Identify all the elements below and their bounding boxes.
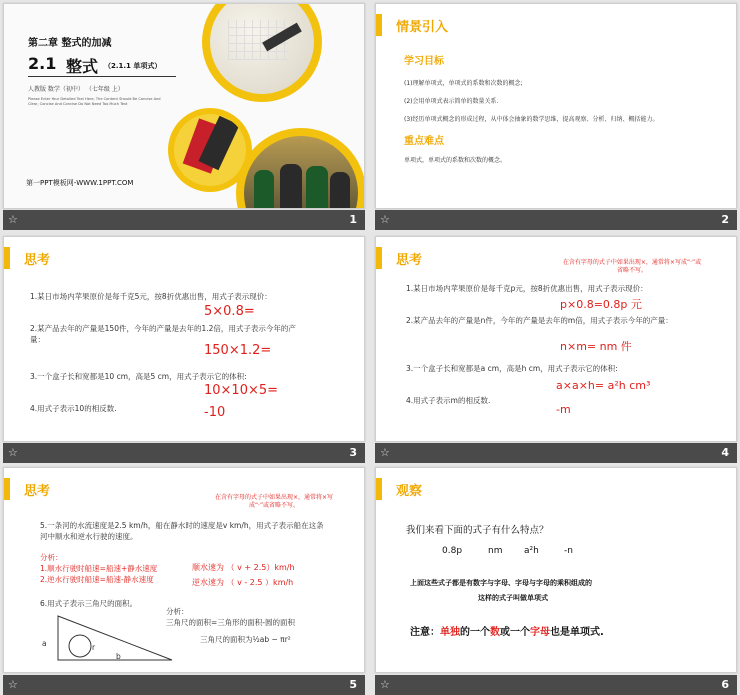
analysis-label: 分析： [40, 553, 63, 562]
triangle-shape [58, 616, 172, 660]
label-a: a [42, 639, 47, 648]
accent-bar [376, 478, 382, 500]
pens-photo [174, 114, 246, 186]
question-5: 5.一条河的水流速度是2.5 km/h，船在静水时的速度是v km/h，用式子表示船在这条河中顺水和逆水行驶的速度。 [40, 521, 324, 542]
lesson-title: 整式 [66, 57, 99, 76]
slide-number: 1 [349, 213, 357, 226]
slide-5-footer [3, 675, 365, 695]
accent-bar [376, 14, 382, 36]
red-note: 在含有字母的式子中如果出现×，通常将×写成“·”或省略不写。 [562, 259, 702, 274]
goal-item: (3)经历单项式概念的形成过程，从中体会抽象的数学思维，提高观察、分析、归纳、概括能力。 [404, 116, 659, 123]
note-word-number: 数 [490, 627, 500, 638]
slide-1-footer [3, 210, 365, 230]
inner-circle [69, 635, 91, 657]
lesson-subtitle: （2.1.1 单项式） [104, 62, 162, 70]
question-4: 4.用式子表示m的相反数. [406, 396, 491, 405]
statement-1: 上面这些式子都是有数字与字母、字母与字母的乘积组成的 [410, 579, 592, 587]
question-1: 1.某日市场内苹果原价是每千克p元，按8折优惠出售，用式子表示现价： [406, 284, 648, 293]
question-4: 4.用式子表示10的相反数. [30, 404, 117, 413]
star-icon[interactable]: ☆ [8, 446, 18, 459]
answer-1: p×0.8=0.8p 元 [560, 298, 642, 311]
slide-number: 3 [349, 446, 357, 459]
expression: -n [564, 546, 573, 556]
accent-bar [4, 247, 10, 269]
answer-downstream: 顺水速为 （ v + 2.5）km/h [192, 563, 295, 572]
answer-3: a×a×h= a²h cm³ [556, 379, 651, 392]
slide-number: 6 [721, 678, 729, 691]
expression: a²h [524, 546, 539, 556]
question-3: 3.一个盒子长和宽都是a cm，高是h cm，用式子表示它的体积: [406, 364, 618, 373]
star-icon[interactable]: ☆ [380, 213, 390, 226]
analysis-1: 1.顺水行驶时船速=船速+静水速度 [40, 564, 158, 573]
analysis2-label: 分析： [166, 607, 189, 616]
statement-2: 这样的式子叫做单项式 [478, 594, 548, 602]
slide-title: 观察 [396, 484, 423, 499]
area-formula: 三角尺的面积为½ab − πr² [200, 635, 291, 644]
question-6: 6.用式子表示三角尺的面积。 [40, 599, 138, 608]
slide-number: 5 [349, 678, 357, 691]
star-icon[interactable]: ☆ [8, 213, 18, 226]
answer-4: -m [556, 403, 571, 416]
slide-6-footer [375, 675, 737, 695]
star-icon[interactable]: ☆ [8, 678, 18, 691]
slide-1-thumbnail[interactable] [3, 3, 365, 209]
answer-upstream: 逆水速为 （ v - 2.5 ）km/h [192, 578, 294, 587]
key-text: 单项式，单项式的系数和次数的概念。 [404, 157, 507, 164]
accent-bar [4, 478, 10, 500]
title-divider [28, 76, 176, 77]
expression: nm [488, 546, 503, 556]
question-3: 3.一个盒子长和宽都是10 cm，高是5 cm，用式子表示它的体积: [30, 372, 247, 381]
red-note: 在含有字母的式子中如果出现×，通常将×写成“·”或省略不写。 [214, 494, 334, 509]
footer-site: 第一PPT模板网-WWW.1PPT.COM [26, 179, 134, 187]
note-mid-2: 或一个 [500, 627, 530, 638]
observe-question: 我们来看下面的式子有什么特点？ [406, 525, 549, 536]
key-heading: 重点难点 [404, 136, 444, 147]
slide-title: 思考 [24, 253, 51, 268]
slide-6-thumbnail[interactable] [375, 467, 737, 673]
answer-2: 150×1.2= [204, 343, 272, 358]
chapter-title: 第二章 整式的加减 [28, 38, 112, 49]
question-2: 2.某产品去年的产量是150件，今年的产量是去年的1.2倍，用式子表示今年的产量： [30, 324, 296, 345]
question-1: 1.某日市场内苹果原价是每千克5元，按8折优惠出售，用式子表示现价： [30, 292, 272, 301]
slide-title: 思考 [396, 253, 423, 268]
slide-title: 思考 [24, 484, 51, 499]
label-r: r [92, 643, 96, 652]
triangle-ruler-diagram [36, 612, 176, 664]
note-line [410, 623, 604, 638]
slide-5-thumbnail[interactable] [3, 467, 365, 673]
slide-2-footer [375, 210, 737, 230]
note-word-letter: 字母 [530, 627, 550, 638]
note-word-alone: 单独 [440, 627, 460, 638]
english-placeholder: Please Enter Your Detailed Text Here, The Content Should Be Concise And Clear, Concise And Concise Do Not Need Too Much Text [28, 97, 161, 107]
answer-3: 10×10×5= [204, 383, 279, 398]
answer-2: n×m= nm 件 [560, 340, 632, 353]
goals-heading: 学习目标 [404, 56, 444, 67]
note-prefix: 注意： [410, 627, 440, 638]
slide-3-thumbnail[interactable] [3, 236, 365, 442]
star-icon[interactable]: ☆ [380, 446, 390, 459]
analysis2-text: 三角尺的面积=三角形的面积-圆的面积 [166, 618, 295, 627]
meta-line: 人教版 数学（初中） （七年级 上） [28, 86, 124, 93]
slide-4-thumbnail[interactable] [375, 236, 737, 442]
slide-4-footer [375, 443, 737, 463]
slide-3-footer [3, 443, 365, 463]
answer-4: -10 [204, 405, 226, 420]
label-b: b [116, 652, 121, 661]
slide-number: 4 [721, 446, 729, 459]
analysis-2: 2.逆水行驶时船速=船速-静水速度 [40, 575, 154, 584]
answer-1: 5×0.8= [204, 304, 255, 319]
goal-item: (2)会用单项式表示简单的数量关系. [404, 98, 499, 105]
slide-number: 2 [721, 213, 729, 226]
note-end: 也是单项式. [550, 627, 604, 638]
note-mid-1: 的一个 [460, 627, 490, 638]
accent-bar [376, 247, 382, 269]
goal-item: (1)理解单项式，单项式的系数和次数的概念; [404, 80, 523, 87]
lesson-number: 2.1 [28, 54, 57, 73]
star-icon[interactable]: ☆ [380, 678, 390, 691]
slide-title: 情景引入 [396, 20, 449, 35]
slide-2-thumbnail[interactable] [375, 3, 737, 209]
expression: 0.8p [442, 546, 463, 556]
question-2: 2.某产品去年的产量是n件，今年的产量是去年的m倍，用式子表示今年的产量： [406, 316, 673, 325]
